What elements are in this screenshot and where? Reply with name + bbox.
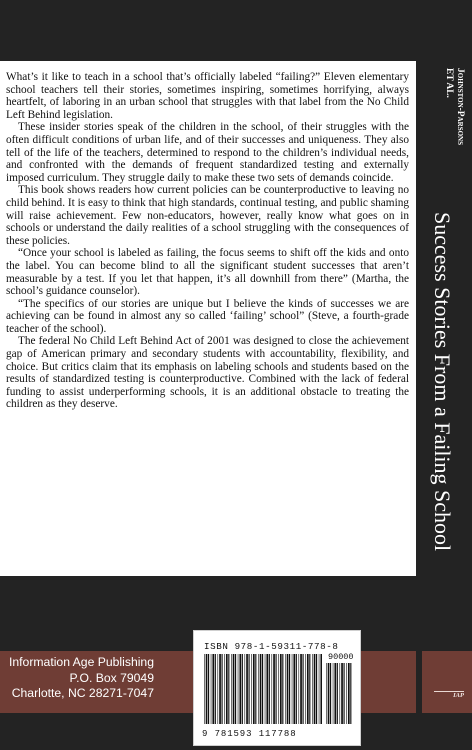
barcode-bar — [289, 654, 290, 724]
barcode-bar — [309, 654, 310, 724]
barcode-bar — [269, 654, 270, 724]
price-code: 90000 — [328, 652, 354, 662]
barcode-bar — [300, 654, 302, 724]
barcode-bar — [307, 654, 309, 724]
barcode-bar — [239, 654, 241, 724]
barcode-bar — [215, 654, 216, 724]
spine-authors — [443, 68, 465, 145]
barcode-bar — [242, 654, 243, 724]
barcode-bars — [204, 654, 322, 724]
barcode-bar — [330, 663, 331, 724]
publisher-info — [4, 655, 154, 702]
barcode-bar — [280, 654, 282, 724]
barcode-bar — [314, 654, 316, 724]
barcode-box — [193, 630, 361, 746]
barcode-bar — [350, 663, 351, 724]
barcode-bar — [222, 654, 223, 724]
blurb-quote: “Once your school is labeled as failing, the focus seems to shift off the kids and onto the label. You can become blind to all the significant student successes that aren’t measurable by a test. If you let that happen, it’s all downhill from there” (Martha, the school’s guidance counselor). — [6, 247, 409, 298]
barcode-bar — [278, 654, 279, 724]
barcode-bar — [285, 654, 286, 724]
back-cover-blurb — [6, 71, 409, 411]
barcode-bar — [337, 663, 338, 724]
spine-author-line: ET AL. — [444, 68, 454, 98]
barcode-bar — [238, 654, 239, 724]
barcode-bar — [204, 654, 205, 724]
barcode-bar — [346, 663, 347, 724]
barcode-bar — [326, 663, 327, 724]
barcode-bar — [316, 654, 317, 724]
barcode-addon-bars — [326, 663, 352, 724]
barcode-bar — [208, 654, 209, 724]
barcode-bar — [320, 654, 322, 724]
blurb-paragraph: This book shows readers how current policies can be counterproductive to leaving no child behind. It is easy to think that high standards, continual testing, and public shaming will raise achievement. Few non-educators, however, really know what goes on in schools or understand the daily realities of a school struggling with the consequences of these policies. — [6, 184, 409, 247]
barcode-bar — [226, 654, 228, 724]
barcode-bar — [303, 654, 304, 724]
barcode-bar — [273, 654, 275, 724]
barcode-bar — [340, 663, 341, 724]
barcode-bar — [296, 654, 297, 724]
barcode-bar — [287, 654, 289, 724]
barcode-bar — [272, 654, 273, 724]
barcode-digits: 9 781593 117788 — [202, 729, 297, 739]
barcode-bar — [305, 654, 306, 724]
barcode-bar — [265, 654, 266, 724]
barcode-bar — [245, 654, 246, 724]
barcode-bar — [218, 654, 219, 724]
barcode-bar — [212, 654, 214, 724]
spine-author-line: Johnston-Parsons — [455, 68, 465, 145]
barcode-bar — [333, 663, 334, 724]
barcode-bar — [233, 654, 235, 724]
barcode-bar — [231, 654, 232, 724]
barcode-bar — [276, 654, 277, 724]
barcode-bar — [341, 663, 343, 724]
publisher-address: P.O. Box 79049 — [69, 670, 154, 685]
barcode-bar — [224, 654, 225, 724]
barcode-bar — [253, 654, 255, 724]
spine-title: Success Stories From a Failing School — [430, 212, 455, 552]
blurb-paragraph: The federal No Child Left Behind Act of 2001 was designed to close the achievement gap of American primary and secondary students with accountability, flexibility, and choice. But critics claim that its emphasis on labeling schools and students based on the results of standardized testing is counterproductive. Combined with the lack of federal funding to assist underperforming schools, it is an additional obstacle to treating the children as they deserve. — [6, 335, 409, 411]
barcode-bar — [219, 654, 221, 724]
barcode-bar — [262, 654, 263, 724]
isbn-label: ISBN 978-1-59311-778-8 — [204, 641, 339, 652]
barcode-bar — [344, 663, 345, 724]
barcode-bar — [299, 654, 300, 724]
barcode-bar — [249, 654, 250, 724]
barcode-bar — [211, 654, 212, 724]
barcode-bar — [348, 663, 350, 724]
barcode-bar — [246, 654, 248, 724]
barcode-bar — [251, 654, 252, 724]
barcode-bar — [266, 654, 268, 724]
barcode-bar — [255, 654, 256, 724]
barcode-bar — [206, 654, 208, 724]
blurb-paragraph: What’s it like to teach in a school that’s officially labeled “failing?” Eleven elementary school teachers tell their stories, sometimes inspiring, sometimes horrifying, always heartfelt, of laboring in an urban school that struggles with that label from the No Child Left Behind legislation. — [6, 71, 409, 121]
barcode-bar — [334, 663, 336, 724]
barcode-bar — [282, 654, 283, 724]
barcode-bar — [258, 654, 259, 724]
barcode-bar — [235, 654, 236, 724]
publisher-city: Charlotte, NC 28271-7047 — [11, 686, 154, 701]
publisher-logo: IAP — [434, 691, 464, 704]
barcode-bar — [312, 654, 313, 724]
blurb-quote: “The specifics of our stories are unique but I believe the kinds of successes we are achieving can be found in almost any so called ‘failing’ school” (Steve, a fourth-grade teacher of the school). — [6, 297, 409, 335]
barcode-bar — [260, 654, 262, 724]
publisher-name: Information Age Publishing — [9, 655, 154, 669]
barcode-bar — [328, 663, 330, 724]
barcode-bar — [292, 654, 293, 724]
blurb-paragraph: These insider stories speak of the children in the school, of their struggles with the often difficult conditions of urban life, and of their successes and uniqueness. They also tell of the life of the teachers, determined to respond to the children’s individual needs, and confronted with the demands of frequent standardized testing and externally imposed curriculum. They struggle daily to make these two sets of demands coincide. — [6, 121, 409, 184]
barcode-bar — [228, 654, 229, 724]
barcode-bar — [293, 654, 295, 724]
barcode-bar — [319, 654, 320, 724]
